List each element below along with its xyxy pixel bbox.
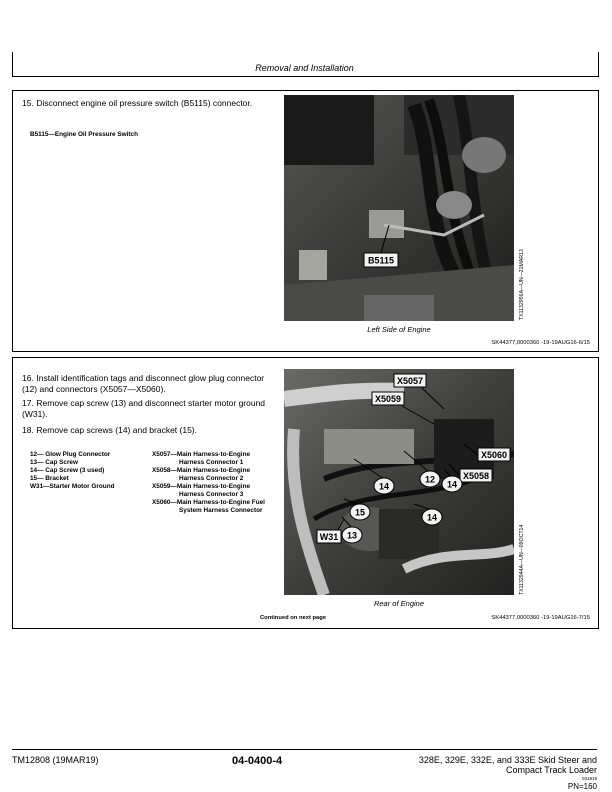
photo-2-caption: Rear of Engine xyxy=(373,599,425,608)
legend-desc: — Cap Screw (3 used) xyxy=(37,467,105,474)
legend-code: X5060 xyxy=(152,499,171,506)
legend-code: X5059 xyxy=(152,483,171,490)
legend-code: X5058 xyxy=(152,467,171,474)
footer-pn: PN=160 xyxy=(567,782,597,791)
legend-left xyxy=(30,451,150,491)
legend-item-13 xyxy=(30,459,150,467)
callout-14b: 14 xyxy=(378,481,390,492)
callout-w31: W31 xyxy=(319,532,339,542)
legend-desc: — Glow Plug Connector xyxy=(37,451,111,458)
legend-item-15 xyxy=(30,475,150,483)
legend-item-x5059 xyxy=(152,483,272,499)
callout-x5058: X5058 xyxy=(462,471,490,481)
step-text: Remove cap screws (14) and bracket (15). xyxy=(36,425,197,435)
legend-desc: — Bracket xyxy=(37,475,69,482)
callout-12: 12 xyxy=(424,474,436,485)
step-18 xyxy=(22,425,277,436)
legend-desc: —Engine Oil Pressure Switch xyxy=(48,131,138,138)
step-text: Disconnect engine oil pressure switch (B5115) connector. xyxy=(36,98,253,108)
legend-code: 14 xyxy=(30,467,38,474)
legend-desc: —Starter Motor Ground xyxy=(43,483,115,490)
legend-desc: —Main Harness-to-Engine Harness Connector 3 xyxy=(170,483,251,498)
step-text: Install identification tags and disconnect glow plug connector (12) and connectors (X5057—X5060). xyxy=(22,373,265,394)
step-16 xyxy=(22,373,277,395)
section-1-ref: SK44377,0000360 -19-19AUG16-6/15 xyxy=(491,340,590,346)
step-number: 17. xyxy=(22,398,34,408)
section-2-ref: SK44377,0000360 -19-19AUG16-7/15 xyxy=(491,615,590,621)
callout-x5057: X5057 xyxy=(396,376,424,386)
photo-1-caption: Left Side of Engine xyxy=(367,325,431,334)
legend-code: B5115 xyxy=(30,131,49,138)
callout-x5059: X5059 xyxy=(374,394,402,404)
step-17 xyxy=(22,398,277,420)
legend-right xyxy=(152,451,272,515)
footer-page-number: 04-0400-4 xyxy=(232,755,283,767)
legend-code: W31 xyxy=(30,483,44,490)
photo-2-id: TX1132944A—UN—09OCT14 xyxy=(519,524,525,595)
legend-desc: —Main Harness-to-Engine Harness Connector 1 xyxy=(170,451,251,466)
footer-small-code: 031919 xyxy=(581,776,597,781)
legend-desc: —Main Harness-to-Engine Harness Connector 2 xyxy=(170,467,251,482)
legend-item-w31 xyxy=(30,483,150,491)
footer-rule xyxy=(12,749,597,750)
engine-left-photo xyxy=(284,95,514,321)
footer-manual: TM12808 (19MAR19) xyxy=(12,755,99,765)
callout-14c: 14 xyxy=(426,512,438,523)
legend-item-12 xyxy=(30,451,150,459)
legend-b5115 xyxy=(30,131,150,139)
legend-item-x5060 xyxy=(152,499,272,515)
callout-13: 13 xyxy=(346,530,358,541)
page-header-title: Removal and Installation xyxy=(255,63,354,73)
footer-title-line1: 328E, 329E, 332E, and 333E Skid Steer and xyxy=(418,755,597,765)
callout-15: 15 xyxy=(354,507,366,518)
legend-item-x5057 xyxy=(152,451,272,467)
legend-code: 13 xyxy=(30,459,38,466)
step-number: 18. xyxy=(22,425,34,435)
legend-desc: —Main Harness-to-Engine Fuel System Harness Connector xyxy=(170,499,265,514)
step-number: 16. xyxy=(22,373,34,383)
callout-x5060: X5060 xyxy=(480,450,508,460)
footer-title-line2: Compact Track Loader xyxy=(505,765,597,775)
legend-item-x5058 xyxy=(152,467,272,483)
footer-title xyxy=(330,755,597,775)
callout-14a: 14 xyxy=(446,479,458,490)
legend-code: X5057 xyxy=(152,451,171,458)
legend-item-14 xyxy=(30,467,150,475)
continued-note: Continued on next page xyxy=(260,615,327,621)
legend-code: 15 xyxy=(30,475,38,482)
legend-code: 12 xyxy=(30,451,38,458)
engine-rear-photo xyxy=(284,369,514,595)
callout-b5115: B5115 xyxy=(367,255,395,266)
step-number: 15. xyxy=(22,98,34,108)
step-15 xyxy=(22,98,272,109)
step-text: Remove cap screw (13) and disconnect starter motor ground (W31). xyxy=(22,398,266,419)
legend-desc: — Cap Screw xyxy=(37,459,78,466)
photo-1-id: TX1132956A—UN—21MAR13 xyxy=(519,249,525,320)
